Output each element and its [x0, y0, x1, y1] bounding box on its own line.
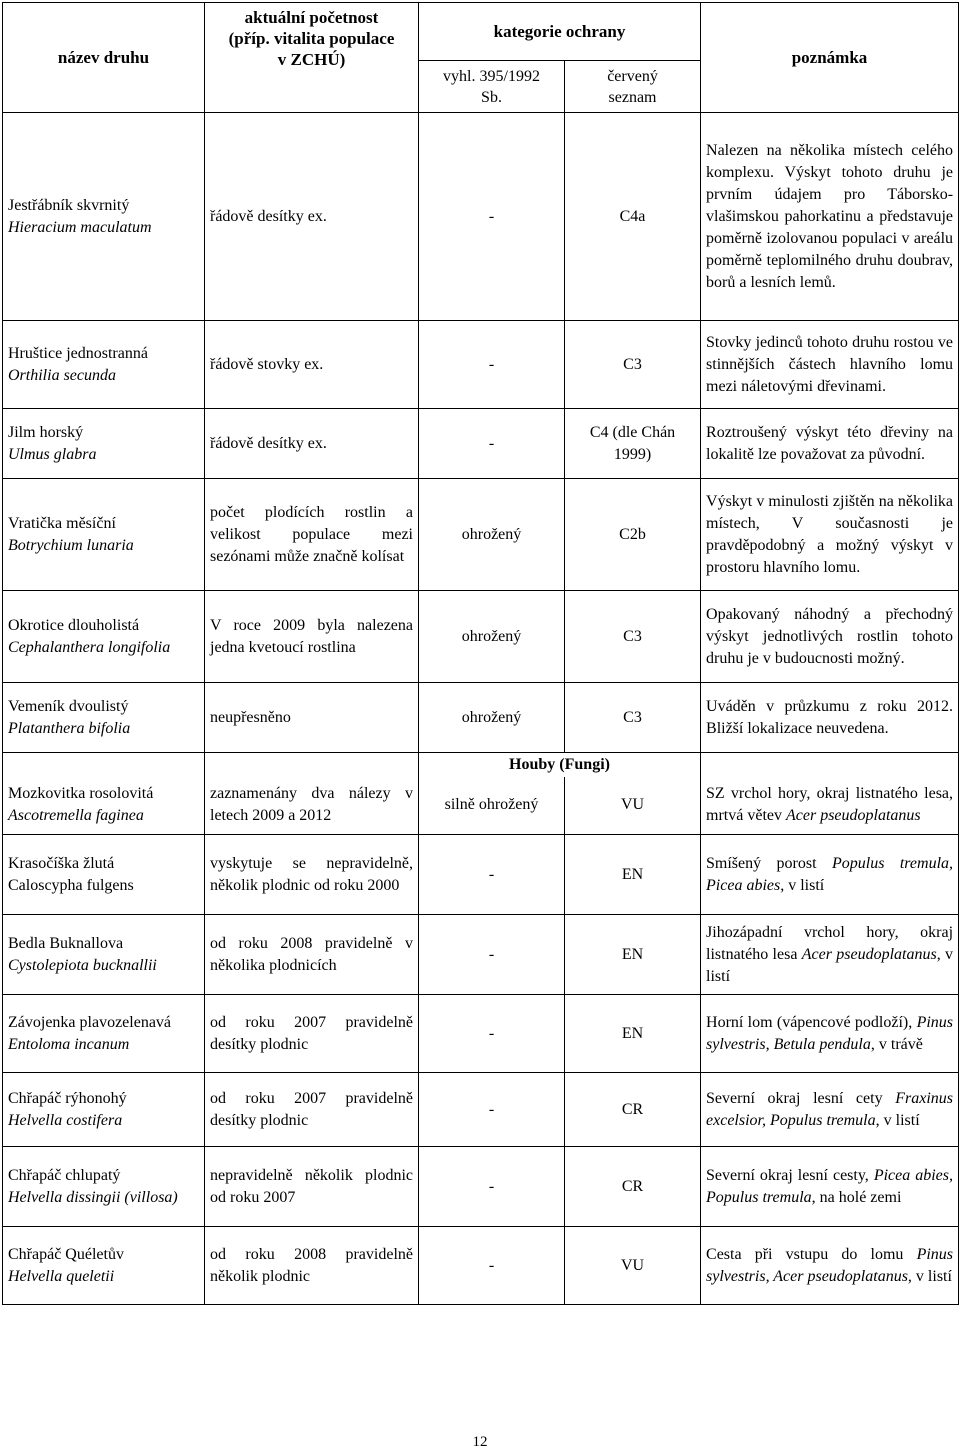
- note-cell: [701, 915, 959, 995]
- decree-cell: ohrožený: [419, 683, 565, 753]
- table-row: [3, 835, 959, 915]
- header-protection: kategorie ochrany: [419, 3, 701, 61]
- czech-name: Chřapáč chlupatý: [8, 1166, 121, 1184]
- decree-cell: -: [419, 835, 565, 915]
- redlist-cell: CR: [565, 1073, 701, 1147]
- note-cell: [701, 835, 959, 915]
- latin-name: Helvella queletii: [8, 1267, 115, 1285]
- czech-name: Závojenka plavozelenavá: [8, 1013, 172, 1031]
- latin-name: Helvella dissingii (villosa): [8, 1188, 178, 1206]
- note-cell: [701, 1227, 959, 1305]
- decree-cell: -: [419, 409, 565, 479]
- header-decree-line2: Sb.: [481, 88, 502, 106]
- note-cell: [701, 777, 959, 835]
- table-row: [3, 995, 959, 1073]
- redlist-cell: C2b: [565, 479, 701, 591]
- note-text: Severní okraj lesní cesty,: [706, 1166, 874, 1184]
- czech-name: Okrotice dlouholistá: [8, 616, 140, 634]
- note-cell: [701, 995, 959, 1073]
- header-population-line3: v ZCHÚ): [277, 50, 346, 69]
- decree-cell: -: [419, 113, 565, 321]
- redlist-cell: EN: [565, 915, 701, 995]
- species-name: [3, 683, 205, 753]
- decree-cell: -: [419, 915, 565, 995]
- section-empty-cell: [3, 753, 205, 777]
- table-row: [3, 915, 959, 995]
- decree-cell: -: [419, 321, 565, 409]
- czech-name: Vemeník dvoulistý: [8, 697, 129, 715]
- table-row: [3, 683, 959, 753]
- note-latin: Fraxinus excelsior, Populus tremula: [706, 1089, 954, 1129]
- table-row: [3, 113, 959, 321]
- latin-name: Platanthera bifolia: [8, 719, 131, 737]
- note-text-end: , v trávě: [870, 1035, 923, 1053]
- latin-name: Entoloma incanum: [8, 1035, 130, 1053]
- note-text: Severní okraj lesní cety: [706, 1089, 896, 1107]
- section-empty-cell: [205, 753, 419, 777]
- population-cell: vyskytuje se nepravidelně, několik plodnic od roku 2000: [205, 835, 419, 915]
- note-latin: Acer pseudoplatanus: [801, 945, 937, 963]
- note-text-end: , v listí: [706, 945, 954, 985]
- page-number: 12: [472, 1434, 488, 1450]
- species-name: [3, 835, 205, 915]
- czech-name: Chřapáč Quéletův: [8, 1245, 124, 1263]
- table-row: [3, 777, 959, 835]
- redlist-cell: C4a: [565, 113, 701, 321]
- latin-name: Caloscypha fulgens: [8, 876, 134, 894]
- population-cell: od roku 2007 pravidelně desítky plodnic: [205, 995, 419, 1073]
- latin-name: Botrychium lunaria: [8, 536, 134, 554]
- species-name: [3, 321, 205, 409]
- note-latin: Acer pseudoplatanus: [785, 807, 921, 825]
- decree-cell: -: [419, 1227, 565, 1305]
- czech-name: Vratička měsíční: [8, 514, 116, 532]
- latin-name: Orthilia secunda: [8, 366, 116, 384]
- header-population: [205, 3, 419, 113]
- header-redlist: [565, 61, 701, 113]
- decree-cell: silně ohrožený: [419, 777, 565, 835]
- redlist-cell: VU: [565, 1227, 701, 1305]
- decree-cell: ohrožený: [419, 591, 565, 683]
- note-text: Jihozápadní vrchol hory, okraj listnatého lesa: [706, 923, 954, 963]
- decree-cell: -: [419, 995, 565, 1073]
- species-name: [3, 1147, 205, 1227]
- population-cell: V roce 2009 byla nalezena jedna kvetoucí rostlina: [205, 591, 419, 683]
- species-name: [3, 113, 205, 321]
- table-row: [3, 1073, 959, 1147]
- header-decree: [419, 61, 565, 113]
- population-cell: nepravidelně několik plodnic od roku 2007: [205, 1147, 419, 1227]
- species-name: [3, 1073, 205, 1147]
- population-cell: řádově desítky ex.: [205, 409, 419, 479]
- note-cell: Výskyt v minulosti zjištěn na několika místech, V současnosti je pravděpodobný a možný výskyt v prostoru hlavního lomu.: [701, 479, 959, 591]
- note-text: Horní lom (vápencové podloží),: [706, 1013, 917, 1031]
- fungi-heading: Houby (Fungi): [419, 753, 701, 777]
- note-cell: [701, 1147, 959, 1227]
- population-cell: neupřesněno: [205, 683, 419, 753]
- species-table: [2, 2, 959, 1305]
- population-cell: počet plodících rostlin a velikost populace mezi sezónami může značně kolísat: [205, 479, 419, 591]
- latin-name: Helvella costifera: [8, 1111, 123, 1129]
- latin-name: Ulmus glabra: [8, 445, 97, 463]
- decree-cell: -: [419, 1073, 565, 1147]
- species-name: [3, 915, 205, 995]
- header-name: název druhu: [3, 3, 205, 113]
- header-population-line2: (příp. vitalita populace: [228, 29, 395, 48]
- redlist-cell: C3: [565, 591, 701, 683]
- note-cell: Roztroušený výskyt této dřeviny na lokalitě lze považovat za původní.: [701, 409, 959, 479]
- species-name: [3, 591, 205, 683]
- redlist-cell: C4 (dle Chán 1999): [565, 409, 701, 479]
- header-row: [3, 3, 959, 61]
- table-row: [3, 1147, 959, 1227]
- redlist-cell: C3: [565, 321, 701, 409]
- note-cell: Uváděn v průzkumu z roku 2012. Bližší lokalizace neuvedena.: [701, 683, 959, 753]
- population-cell: zaznamenány dva nálezy v letech 2009 a 2012: [205, 777, 419, 835]
- redlist-cell: C3: [565, 683, 701, 753]
- species-name: [3, 409, 205, 479]
- note-text-end: , na holé zemi: [811, 1188, 902, 1206]
- note-latin: Picea abies, Populus tremula: [706, 1166, 954, 1206]
- table-row: [3, 479, 959, 591]
- latin-name: Cystolepiota bucknallii: [8, 956, 157, 974]
- note-text-end: , v listí: [907, 1267, 952, 1285]
- czech-name: Jestřábník skvrnitý: [8, 196, 130, 214]
- species-name: [3, 1227, 205, 1305]
- czech-name: Krasočíška žlutá: [8, 854, 115, 872]
- note-latin: Pinus sylvestris, Betula pendula: [706, 1013, 954, 1053]
- header-redlist-line1: červený: [607, 67, 658, 85]
- species-name: [3, 995, 205, 1073]
- note-text: Smíšený porost: [706, 854, 832, 872]
- population-cell: od roku 2008 pravidelně několik plodnic: [205, 1227, 419, 1305]
- note-text-end: , v listí: [780, 876, 825, 894]
- header-note: poznámka: [701, 3, 959, 113]
- note-cell: Opakovaný náhodný a přechodný výskyt jednotlivých rostlin tohoto druhu je v budoucnosti možný.: [701, 591, 959, 683]
- latin-name: Ascotremella faginea: [8, 807, 144, 825]
- table-row: [3, 321, 959, 409]
- redlist-cell: EN: [565, 995, 701, 1073]
- note-cell: Stovky jedinců tohoto druhu rostou ve stinnějších částech hlavního lomu mezi náletovými dřevinami.: [701, 321, 959, 409]
- population-cell: řádově desítky ex.: [205, 113, 419, 321]
- czech-name: Jilm horský: [8, 423, 84, 441]
- table-row: [3, 409, 959, 479]
- redlist-cell: EN: [565, 835, 701, 915]
- header-decree-line1: vyhl. 395/1992: [443, 67, 540, 85]
- population-cell: od roku 2007 pravidelně desítky plodnic: [205, 1073, 419, 1147]
- note-cell: [701, 1073, 959, 1147]
- czech-name: Hruštice jednostranná: [8, 344, 148, 362]
- decree-cell: -: [419, 1147, 565, 1227]
- note-text: SZ vrchol hory, okraj listnatého lesa, mrtvá větev: [706, 785, 954, 825]
- table-row: [3, 591, 959, 683]
- note-cell: Nalezen na několika místech celého komplexu. Výskyt tohoto druhu je prvním údajem pro Táborsko-vlašimskou pahorkatinu a představuje poměrně izolovanou populaci v areálu poměrně teplomilného druhu doubrav, borů a lesních lemů.: [701, 113, 959, 321]
- czech-name: Mozkovitka rosolovitá: [8, 785, 154, 803]
- population-cell: řádově stovky ex.: [205, 321, 419, 409]
- note-text-end: , v listí: [875, 1111, 920, 1129]
- table-row: [3, 1227, 959, 1305]
- header-population-line1: aktuální početnost: [244, 8, 379, 27]
- note-latin: Pinus sylvestris, Acer pseudoplatanus: [706, 1245, 954, 1285]
- population-cell: od roku 2008 pravidelně v několika plodnicích: [205, 915, 419, 995]
- note-latin: Populus tremula, Picea abies: [706, 854, 954, 894]
- redlist-cell: CR: [565, 1147, 701, 1227]
- latin-name: Cephalanthera longifolia: [8, 638, 171, 656]
- section-row: [3, 753, 959, 777]
- species-name: [3, 777, 205, 835]
- latin-name: Hieracium maculatum: [8, 218, 152, 236]
- note-text: Cesta při vstupu do lomu: [706, 1245, 917, 1263]
- decree-cell: ohrožený: [419, 479, 565, 591]
- header-redlist-line2: seznam: [608, 88, 657, 106]
- species-name: [3, 479, 205, 591]
- redlist-cell: VU: [565, 777, 701, 835]
- czech-name: Chřapáč rýhonohý: [8, 1089, 127, 1107]
- czech-name: Bedla Buknallova: [8, 934, 124, 952]
- section-empty-cell: [701, 753, 959, 777]
